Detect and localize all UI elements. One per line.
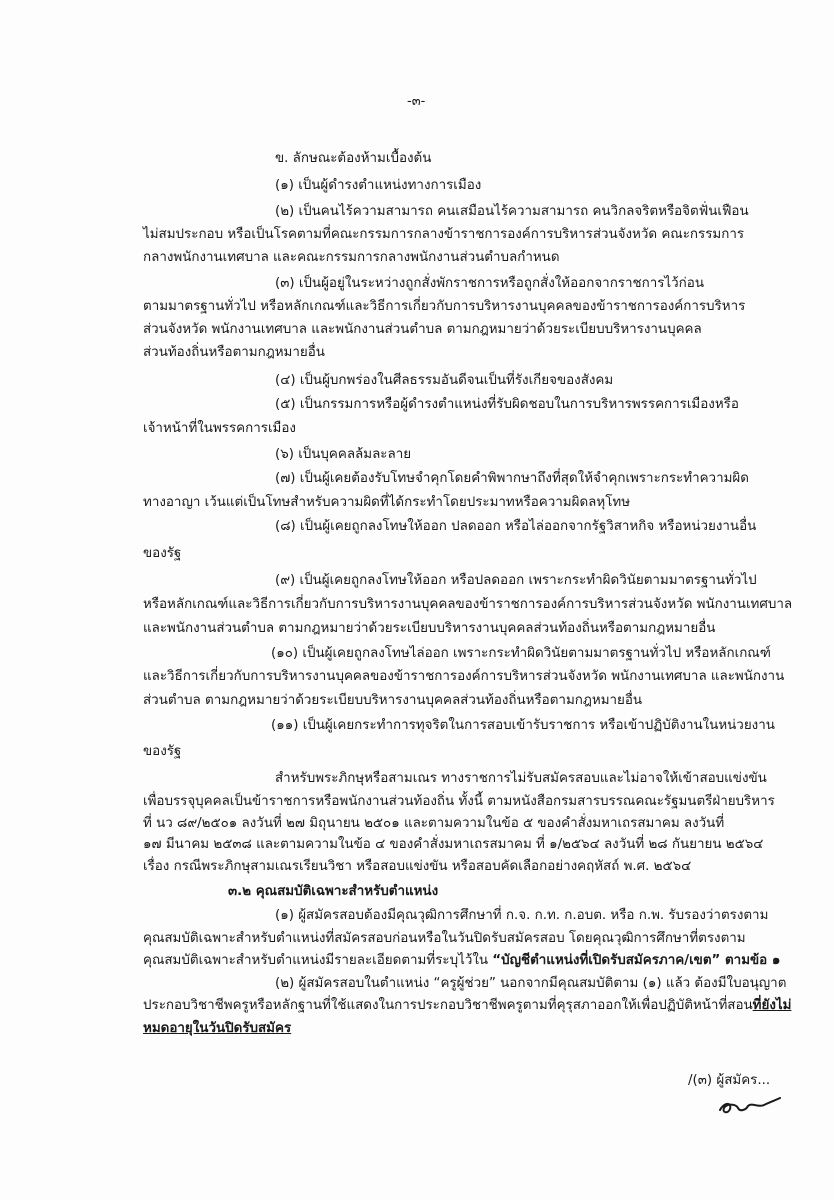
spec-1-line-3-text: คุณสมบัติเฉพาะสำหรับตำแหน่งมีรายละเอียดตามที่ระบุไว้ใน — [143, 953, 493, 968]
item-3-line-4: ส่วนท้องถิ่นหรือตามกฎหมายอื่น — [143, 345, 325, 360]
license-validity-emphasis: ที่ยังไม่ — [752, 998, 792, 1013]
item-3-line-2: ตามมาตรฐานทั่วไป หรือหลักเกณฑ์และวิธีการเกี่ยวกับการบริหารงานบุคคลของข้าราชการองค์การบริหาร — [143, 299, 746, 314]
item-2-line-3: กลางพนักงานเทศบาล และคณะกรรมการกลางพนักงานส่วนตำบลกำหนด — [143, 250, 560, 265]
item-11-line-1: (๑๑) เป็นผู้เคยกระทำการทุจริตในการสอบเข้ารับราชการ หรือเข้าปฏิบัติงานในหน่วยงาน — [271, 718, 775, 733]
item-9-line-3: และพนักงานส่วนตำบล ตามกฎหมายว่าด้วยระเบียบบริหารงานบุคคลส่วนท้องถิ่นหรือตามกฎหมายอื่น — [143, 621, 716, 636]
item-7-line-2: ทางอาญา เว้นแต่เป็นโทษสำหรับความผิดที่ได้กระทำโดยประมาทหรือความผิดลหุโทษ — [143, 495, 631, 510]
initials-signature — [718, 1090, 782, 1120]
item-8-line-2: ของรัฐ — [143, 546, 182, 561]
vacancy-list-reference: “บัญชีตำแหน่งที่เปิดรับสมัครภาค/เขต” — [492, 953, 721, 968]
item-5-line-2: เจ้าหน้าที่ในพรรคการเมือง — [143, 421, 296, 436]
item-9-line-2: หรือหลักเกณฑ์และวิธีการเกี่ยวกับการบริหารงานบุคคลของข้าราชการองค์การบริหารส่วนจังหวัด พนักงานเทศบาล — [143, 597, 793, 612]
item-10-line-2: และวิธีการเกี่ยวกับการบริหารงานบุคคลของข้าราชการองค์การบริหารส่วนจังหวัด พนักงานเทศบาล และพนักงาน — [143, 669, 785, 684]
spec-2-line-1: (๒) ผู้สมัครสอบในตำแหน่ง “ครูผู้ช่วย” นอกจากมีคุณสมบัติตาม (๑) แล้ว ต้องมีใบอนุญาต — [275, 976, 787, 991]
item-5-line-1: (๕) เป็นกรรมการหรือผู้ดำรงตำแหน่งที่รับผิดชอบในการบริหารพรรคการเมืองหรือ — [275, 397, 739, 412]
item-4: (๔) เป็นผู้บกพร่องในศีลธรรมอันดีจนเป็นที่รังเกียจของสังคม — [275, 373, 614, 388]
spec-1-line-1: (๑) ผู้สมัครสอบต้องมีคุณวุฒิการศึกษาที่ ก.จ. ก.ท. ก.อบต. หรือ ก.พ. รับรองว่าตรงตาม — [275, 908, 769, 923]
item-7-line-1: (๗) เป็นผู้เคยต้องรับโทษจำคุกโดยคำพิพากษาถึงที่สุดให้จำคุกเพราะกระทำความผิด — [275, 471, 749, 486]
monk-paragraph-line-4: ๑๗ มีนาคม ๒๕๓๘ และตามความในข้อ ๔ ของคำสั่งมหาเถรสมาคม ที่ ๑/๒๕๖๔ ลงวันที่ ๒๘ กันยายน ๒๕๖๔ — [143, 837, 764, 852]
spec-2-line-3: หมดอายุในวันปิดรับสมัคร — [143, 1021, 292, 1036]
item-2-line-1: (๒) เป็นคนไร้ความสามารถ คนเสมือนไร้ความสามารถ คนวิกลจริตหรือจิตฟั่นเฟือน — [275, 204, 749, 219]
item-10-line-3: ส่วนตำบล ตามกฎหมายว่าด้วยระเบียบบริหารงานบุคคลส่วนท้องถิ่นหรือตามกฎหมายอื่น — [143, 693, 643, 708]
spec-1-line-2: คุณสมบัติเฉพาะสำหรับตำแหน่งที่สมัครสอบก่อนหรือในวันปิดรับสมัครสอบ โดยคุณวุฒิการศึกษาที่ตรงตาม — [143, 931, 746, 946]
spec-2-line-2-text: ประกอบวิชาชีพครูหรือหลักฐานที่ใช้แสดงในการประกอบวิชาชีพครูตามที่คุรุสภาออกให้เพื่อปฏิบัติหน้าที่สอน — [143, 998, 753, 1013]
monk-paragraph-line-3: ที่ นว ๘๙/๒๕๐๑ ลงวันที่ ๒๗ มิถุนายน ๒๕๐๑ และตามความในข้อ ๕ ของคำสั่งมหาเถรสมาคม ลงวันที่ — [143, 816, 725, 831]
page-number: -๓- — [407, 94, 426, 109]
item-1: (๑) เป็นผู้ดำรงตำแหน่งทางการเมือง — [275, 178, 482, 193]
item-11-line-2: ของรัฐ — [143, 744, 182, 759]
heading-b: ข. ลักษณะต้องห้ามเบื้องต้น — [275, 151, 432, 166]
item-9-line-1: (๙) เป็นผู้เคยถูกลงโทษให้ออก หรือปลดออก เพราะกระทำผิดวินัยตามมาตรฐานทั่วไป — [275, 573, 757, 588]
spec-1-line-3 — [143, 952, 780, 970]
clause-reference: ตามข้อ ๑ — [720, 953, 781, 968]
section-heading: ๓.๒ คุณสมบัติเฉพาะสำหรับตำแหน่ง — [228, 884, 439, 899]
item-8-line-1: (๘) เป็นผู้เคยถูกลงโทษให้ออก ปลดออก หรือไล่ออกจากรัฐวิสาหกิจ หรือหน่วยงานอื่น — [275, 519, 757, 534]
spec-2-line-2 — [143, 997, 791, 1015]
monk-paragraph-line-5: เรื่อง กรณีพระภิกษุสามเณรเรียนวิชา หรือสอบแข่งขัน หรือสอบคัดเลือกอย่างคฤหัสถ์ พ.ศ. ๒๕๖๔ — [143, 859, 692, 874]
item-2-line-2: ไม่สมประกอบ หรือเป็นโรคตามที่คณะกรรมการกลางข้าราชการองค์การบริหารส่วนจังหวัด คณะกรรมการ — [143, 227, 745, 242]
item-6: (๖) เป็นบุคคลล้มละลาย — [275, 447, 412, 462]
item-10-line-1: (๑๐) เป็นผู้เคยถูกลงโทษไล่ออก เพราะกระทำผิดวินัยตามมาตรฐานทั่วไป หรือหลักเกณฑ์ — [271, 646, 771, 661]
item-3-line-1: (๓) เป็นผู้อยู่ในระหว่างถูกสั่งพักราชการหรือถูกสั่งให้ออกจากราชการไว้ก่อน — [275, 276, 704, 291]
monk-paragraph-line-1: สำหรับพระภิกษุหรือสามเณร ทางราชการไม่รับสมัครสอบและไม่อาจให้เข้าสอบแข่งขัน — [275, 771, 767, 786]
monk-paragraph-line-2: เพื่อบรรจุบุคคลเป็นข้าราชการหรือพนักงานส่วนท้องถิ่น ทั้งนี้ ตามหนังสือกรมสารบรรณคณะรัฐมนตรีฝ่ายบริหาร — [143, 794, 775, 809]
continuation-marker: /(๓) ผู้สมัคร... — [688, 1073, 771, 1088]
item-3-line-3: ส่วนจังหวัด พนักงานเทศบาล และพนักงานส่วนตำบล ตามกฎหมายว่าด้วยระเบียบบริหารงานบุคคล — [143, 322, 702, 337]
